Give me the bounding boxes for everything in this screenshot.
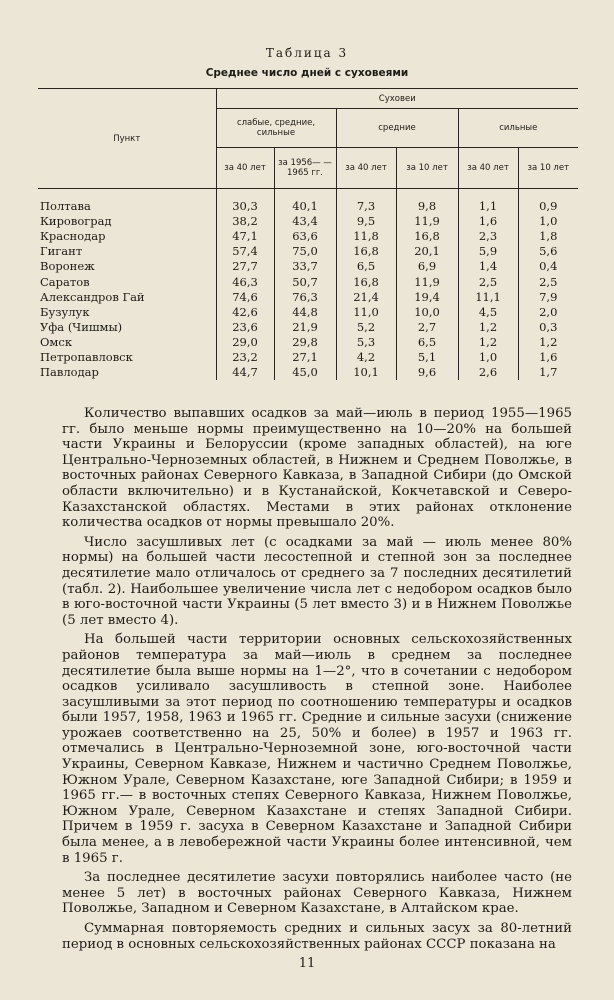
- row-value: 27,1: [274, 350, 336, 365]
- row-value: 9,8: [396, 189, 458, 215]
- header-col-40: за 40 лет: [216, 148, 274, 189]
- row-value: 20,1: [396, 244, 458, 259]
- row-value: 45,0: [274, 365, 336, 380]
- header-point: Пункт: [38, 89, 216, 189]
- row-value: 1,4: [458, 259, 518, 274]
- table-row: [38, 274, 578, 289]
- data-table: [38, 88, 578, 380]
- page-number: 11: [298, 956, 316, 971]
- header-col-10: за 10 лет: [518, 148, 578, 189]
- row-value: 1,6: [518, 350, 578, 365]
- row-value: 76,3: [274, 290, 336, 305]
- row-value: 44,8: [274, 305, 336, 320]
- row-value: 9,5: [336, 214, 396, 229]
- row-value: 30,3: [216, 189, 274, 215]
- row-value: 29,8: [274, 335, 336, 350]
- row-station-name: Павлодар: [40, 365, 99, 380]
- row-value: 74,6: [216, 290, 274, 305]
- table-row: [38, 305, 578, 320]
- row-value: 1,2: [458, 335, 518, 350]
- row-value: 10,0: [396, 305, 458, 320]
- row-value: 5,2: [336, 320, 396, 335]
- row-station-name: Краснодар: [40, 229, 106, 244]
- row-station-name: Александров Гай: [40, 289, 145, 304]
- paragraph: Число засушливых лет (с осадками за май — июль менее 80% нормы) на большей части лесостепной и степной зон за последнее десятилетие мало отличалось от среднего за 7 последних десятилетий (табл. 2). Наибольшее увеличение числа лет с недобором осадков было в юго-восточной части Украины (5 лет вместо 3) и в Нижнем Поволжье (5 лет вместо 4).: [62, 534, 572, 628]
- header-group-weak: слабые, средние, сильные: [216, 109, 336, 148]
- row-value: 5,6: [518, 244, 578, 259]
- row-value: 2,5: [458, 274, 518, 289]
- row-value: 16,8: [336, 274, 396, 289]
- paragraph: На большей части территории основных сельскохозяйственных районов температура за май—июль в среднем за последнее десятилетие была выше нормы на 1—2°, что в сочетании с недобором осадков усиливало засушливость в степной зоне. Наиболее засушливыми за этот период по соотношению температуры и осадков были 1957, 1958, 1963 и 1965 гг. Средние и сильные засухи (снижение урожаев соответственно на 25, 50% и более) в 1957 и 1963 гг. отмечались в Центрально-Черноземной зоне, юго-восточной части Украины, Северном Кавказе, Нижнем и частично Среднем Поволжье, Южном Урале, Северном Казахстане, юге Западной Сибири; в 1959 и 1965 гг.— в восточных степях Северного Кавказа, Нижнем Поволжье, Южном Урале, Северном Казахстане и степях Западной Сибири. Причем в 1959 г. засуха в Северном Казахстане и Западной Сибири была менее, а в левобережной части Украины более интенсивной, чем в 1965 г.: [62, 632, 572, 866]
- row-value: 27,7: [216, 259, 274, 274]
- row-value: 6,5: [396, 335, 458, 350]
- row-value: 2,7: [396, 320, 458, 335]
- table-row: [38, 350, 578, 365]
- row-value: 7,9: [518, 290, 578, 305]
- paragraph: Количество выпавших осадков за май—июль в период 1955—1965 гг. было меньше нормы преимущественно на 10—20% на большей части Украины и Белоруссии (кроме западных областей), на юге Центрально-Черноземных областей, в Нижнем и Среднем Поволжье, в восточных районах Северного Кавказа, в Западной Сибири (до Омской области включительно) и в Кустанайской, Кокчетавской и Северо-Казахстанской областях. Местами в этих районах отклонение количества осадков от нормы превышало 20%.: [62, 406, 572, 531]
- row-value: 5,3: [336, 335, 396, 350]
- row-value: 11,8: [336, 229, 396, 244]
- row-station-name: Омск: [40, 334, 73, 349]
- row-value: 11,1: [458, 290, 518, 305]
- row-value: 5,9: [458, 244, 518, 259]
- row-value: 2,5: [518, 274, 578, 289]
- row-value: 2,6: [458, 365, 518, 380]
- row-station-name: Уфа (Чишмы): [40, 319, 123, 334]
- row-station-name: Саратов: [40, 274, 90, 289]
- table-row: [38, 214, 578, 229]
- row-value: 1,0: [518, 214, 578, 229]
- table-row: [38, 365, 578, 380]
- row-station-name: Петропавловск: [40, 349, 133, 364]
- row-station-name: Полтава: [40, 199, 91, 214]
- body-text: [62, 406, 572, 956]
- row-value: 38,2: [216, 214, 274, 229]
- row-value: 50,7: [274, 274, 336, 289]
- row-value: 11,9: [396, 274, 458, 289]
- row-value: 2,3: [458, 229, 518, 244]
- table-row: [38, 259, 578, 274]
- row-value: 0,3: [518, 320, 578, 335]
- row-value: 19,4: [396, 290, 458, 305]
- row-value: 0,9: [518, 189, 578, 215]
- table-row: [38, 244, 578, 259]
- table-row: [38, 229, 578, 244]
- row-value: 75,0: [274, 244, 336, 259]
- table-body: [38, 189, 578, 381]
- header-col-40: за 40 лет: [336, 148, 396, 189]
- paragraph: Суммарная повторяемость средних и сильных засух за 80-летний период в основных сельскохозяйственных районах СССР показана на: [62, 921, 572, 952]
- row-value: 47,1: [216, 229, 274, 244]
- row-value: 23,6: [216, 320, 274, 335]
- row-value: 4,2: [336, 350, 396, 365]
- row-value: 21,9: [274, 320, 336, 335]
- row-value: 40,1: [274, 189, 336, 215]
- row-value: 1,1: [458, 189, 518, 215]
- row-value: 0,4: [518, 259, 578, 274]
- row-value: 23,2: [216, 350, 274, 365]
- row-value: 11,0: [336, 305, 396, 320]
- row-value: 1,6: [458, 214, 518, 229]
- row-value: 9,6: [396, 365, 458, 380]
- header-col-1956: за 1956— —1965 гг.: [274, 148, 336, 189]
- row-value: 63,6: [274, 229, 336, 244]
- table-label: Таблица 3: [265, 46, 349, 60]
- paragraph: За последнее десятилетие засухи повторялись наиболее часто (не менее 5 лет) в восточных районах Северного Кавказа, Нижнем Поволжье, Западном и Северном Казахстане, в Алтайском крае.: [62, 870, 572, 917]
- header-group-medium: средние: [336, 109, 458, 148]
- table-row: [38, 320, 578, 335]
- row-value: 1,0: [458, 350, 518, 365]
- table-row: [38, 290, 578, 305]
- row-value: 42,6: [216, 305, 274, 320]
- header-group-strong: сильные: [458, 109, 578, 148]
- table-row: [38, 189, 578, 215]
- row-value: 21,4: [336, 290, 396, 305]
- row-value: 1,2: [458, 320, 518, 335]
- row-value: 10,1: [336, 365, 396, 380]
- row-value: 1,8: [518, 229, 578, 244]
- row-value: 11,9: [396, 214, 458, 229]
- row-value: 2,0: [518, 305, 578, 320]
- row-value: 44,7: [216, 365, 274, 380]
- table-title: Среднее число дней с суховеями: [205, 67, 409, 79]
- row-value: 33,7: [274, 259, 336, 274]
- row-value: 16,8: [396, 229, 458, 244]
- row-value: 7,3: [336, 189, 396, 215]
- row-value: 6,5: [336, 259, 396, 274]
- table-row: [38, 335, 578, 350]
- row-value: 1,7: [518, 365, 578, 380]
- row-station-name: Бузулук: [40, 304, 90, 319]
- row-station-name: Воронеж: [40, 259, 95, 274]
- header-sukhovei: Суховеи: [216, 89, 578, 109]
- row-value: 4,5: [458, 305, 518, 320]
- row-value: 43,4: [274, 214, 336, 229]
- row-value: 1,2: [518, 335, 578, 350]
- row-value: 5,1: [396, 350, 458, 365]
- header-col-10: за 10 лет: [396, 148, 458, 189]
- header-col-40: за 40 лет: [458, 148, 518, 189]
- row-value: 57,4: [216, 244, 274, 259]
- row-station-name: Кировоград: [40, 214, 112, 229]
- row-value: 29,0: [216, 335, 274, 350]
- row-value: 6,9: [396, 259, 458, 274]
- row-value: 46,3: [216, 274, 274, 289]
- row-station-name: Гигант: [40, 244, 83, 259]
- row-value: 16,8: [336, 244, 396, 259]
